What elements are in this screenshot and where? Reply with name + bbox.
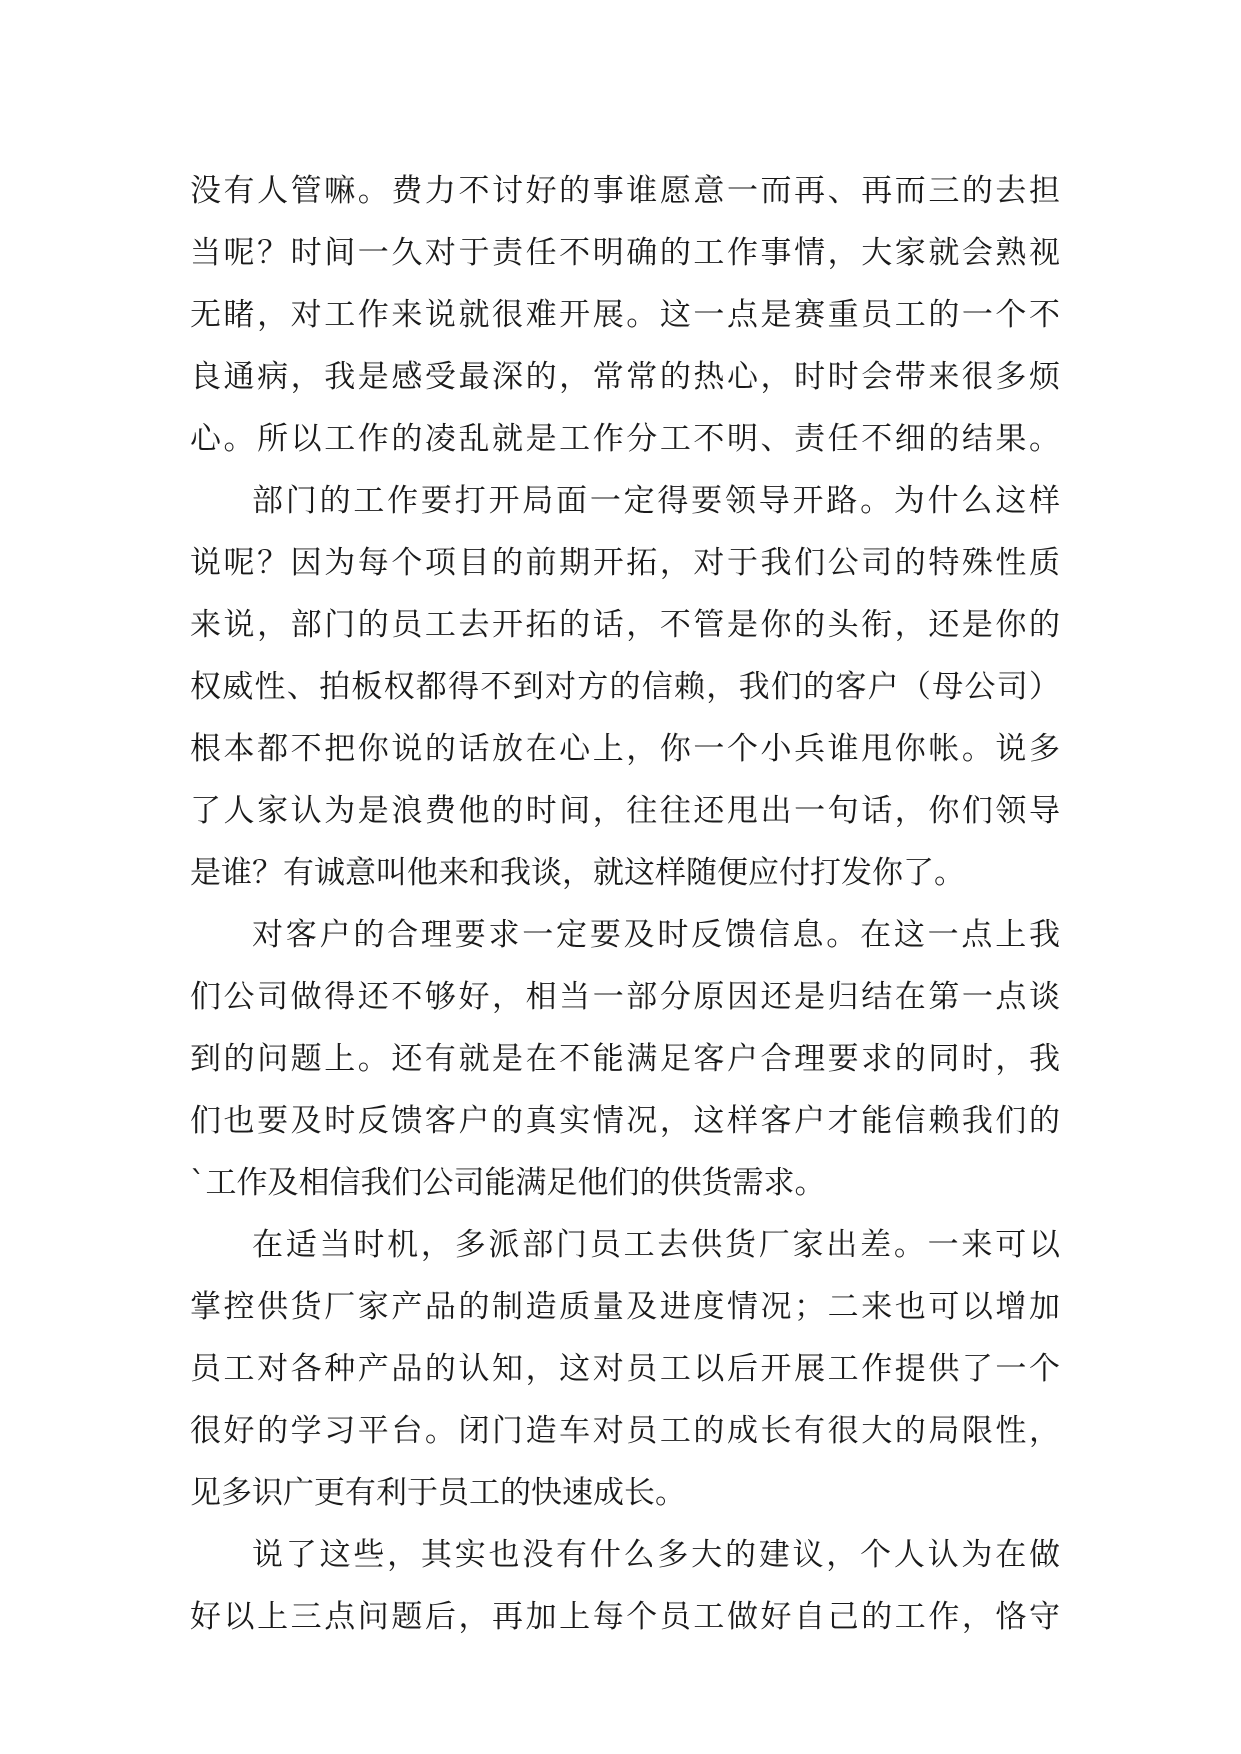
paragraph-continuation [190,160,1060,470]
text-line: 无睹，对工作来说就很难开展。这一点是赛重员工的一个不 [190,297,1060,333]
text-line: 当呢？时间一久对于责任不明确的工作事情，大家就会熟视 [190,235,1060,271]
paragraph-leadership [190,470,1060,904]
paragraph-business-trip [190,1214,1060,1524]
text-line: 部门的工作要打开局面一定得要领导开路。为什么这样 [252,483,1060,519]
text-line: 见多识广更有利于员工的快速成长。 [190,1475,686,1511]
text-line: 说呢？因为每个项目的前期开拓，对于我们公司的特殊性质 [190,545,1060,581]
text-line: 权威性、拍板权都得不到对方的信赖，我们的客户（母公司） [190,669,1060,705]
text-line: 到的问题上。还有就是在不能满足客户合理要求的同时，我 [190,1041,1060,1077]
text-line: 了人家认为是浪费他的时间，往往还甩出一句话，你们领导 [190,793,1060,829]
text-line: 好以上三点问题后，再加上每个员工做好自己的工作，恪守 [190,1599,1060,1635]
paragraph-feedback [190,904,1060,1214]
text-line: `工作及相信我们公司能满足他们的供货需求。 [190,1165,826,1201]
text-line: 很好的学习平台。闭门造车对员工的成长有很大的局限性， [190,1413,1060,1449]
text-line: 在适当时机，多派部门员工去供货厂家出差。一来可以 [252,1227,1060,1263]
text-line: 良通病，我是感受最深的，常常的热心，时时会带来很多烦 [190,359,1060,395]
text-line: 来说，部门的员工去开拓的话，不管是你的头衔，还是你的 [190,607,1060,643]
text-line: 说了这些，其实也没有什么多大的建议，个人认为在做 [252,1537,1060,1573]
text-line: 没有人管嘛。费力不讨好的事谁愿意一而再、再而三的去担 [190,173,1060,209]
text-line: 们公司做得还不够好，相当一部分原因还是归结在第一点谈 [190,979,1060,1015]
text-line: 心。所以工作的凌乱就是工作分工不明、责任不细的结果。 [190,421,1060,457]
text-line: 们也要及时反馈客户的真实情况，这样客户才能信赖我们的 [190,1103,1060,1139]
text-line: 根本都不把你说的话放在心上，你一个小兵谁甩你帐。说多 [190,731,1060,767]
text-line: 员工对各种产品的认知，这对员工以后开展工作提供了一个 [190,1351,1060,1387]
body-text [190,160,1060,1648]
paragraph-conclusion [190,1524,1060,1648]
text-line: 掌控供货厂家产品的制造质量及进度情况；二来也可以增加 [190,1289,1060,1325]
text-line: 对客户的合理要求一定要及时反馈信息。在这一点上我 [252,917,1060,953]
text-line: 是谁？有诚意叫他来和我谈，就这样随便应付打发你了。 [190,855,965,891]
